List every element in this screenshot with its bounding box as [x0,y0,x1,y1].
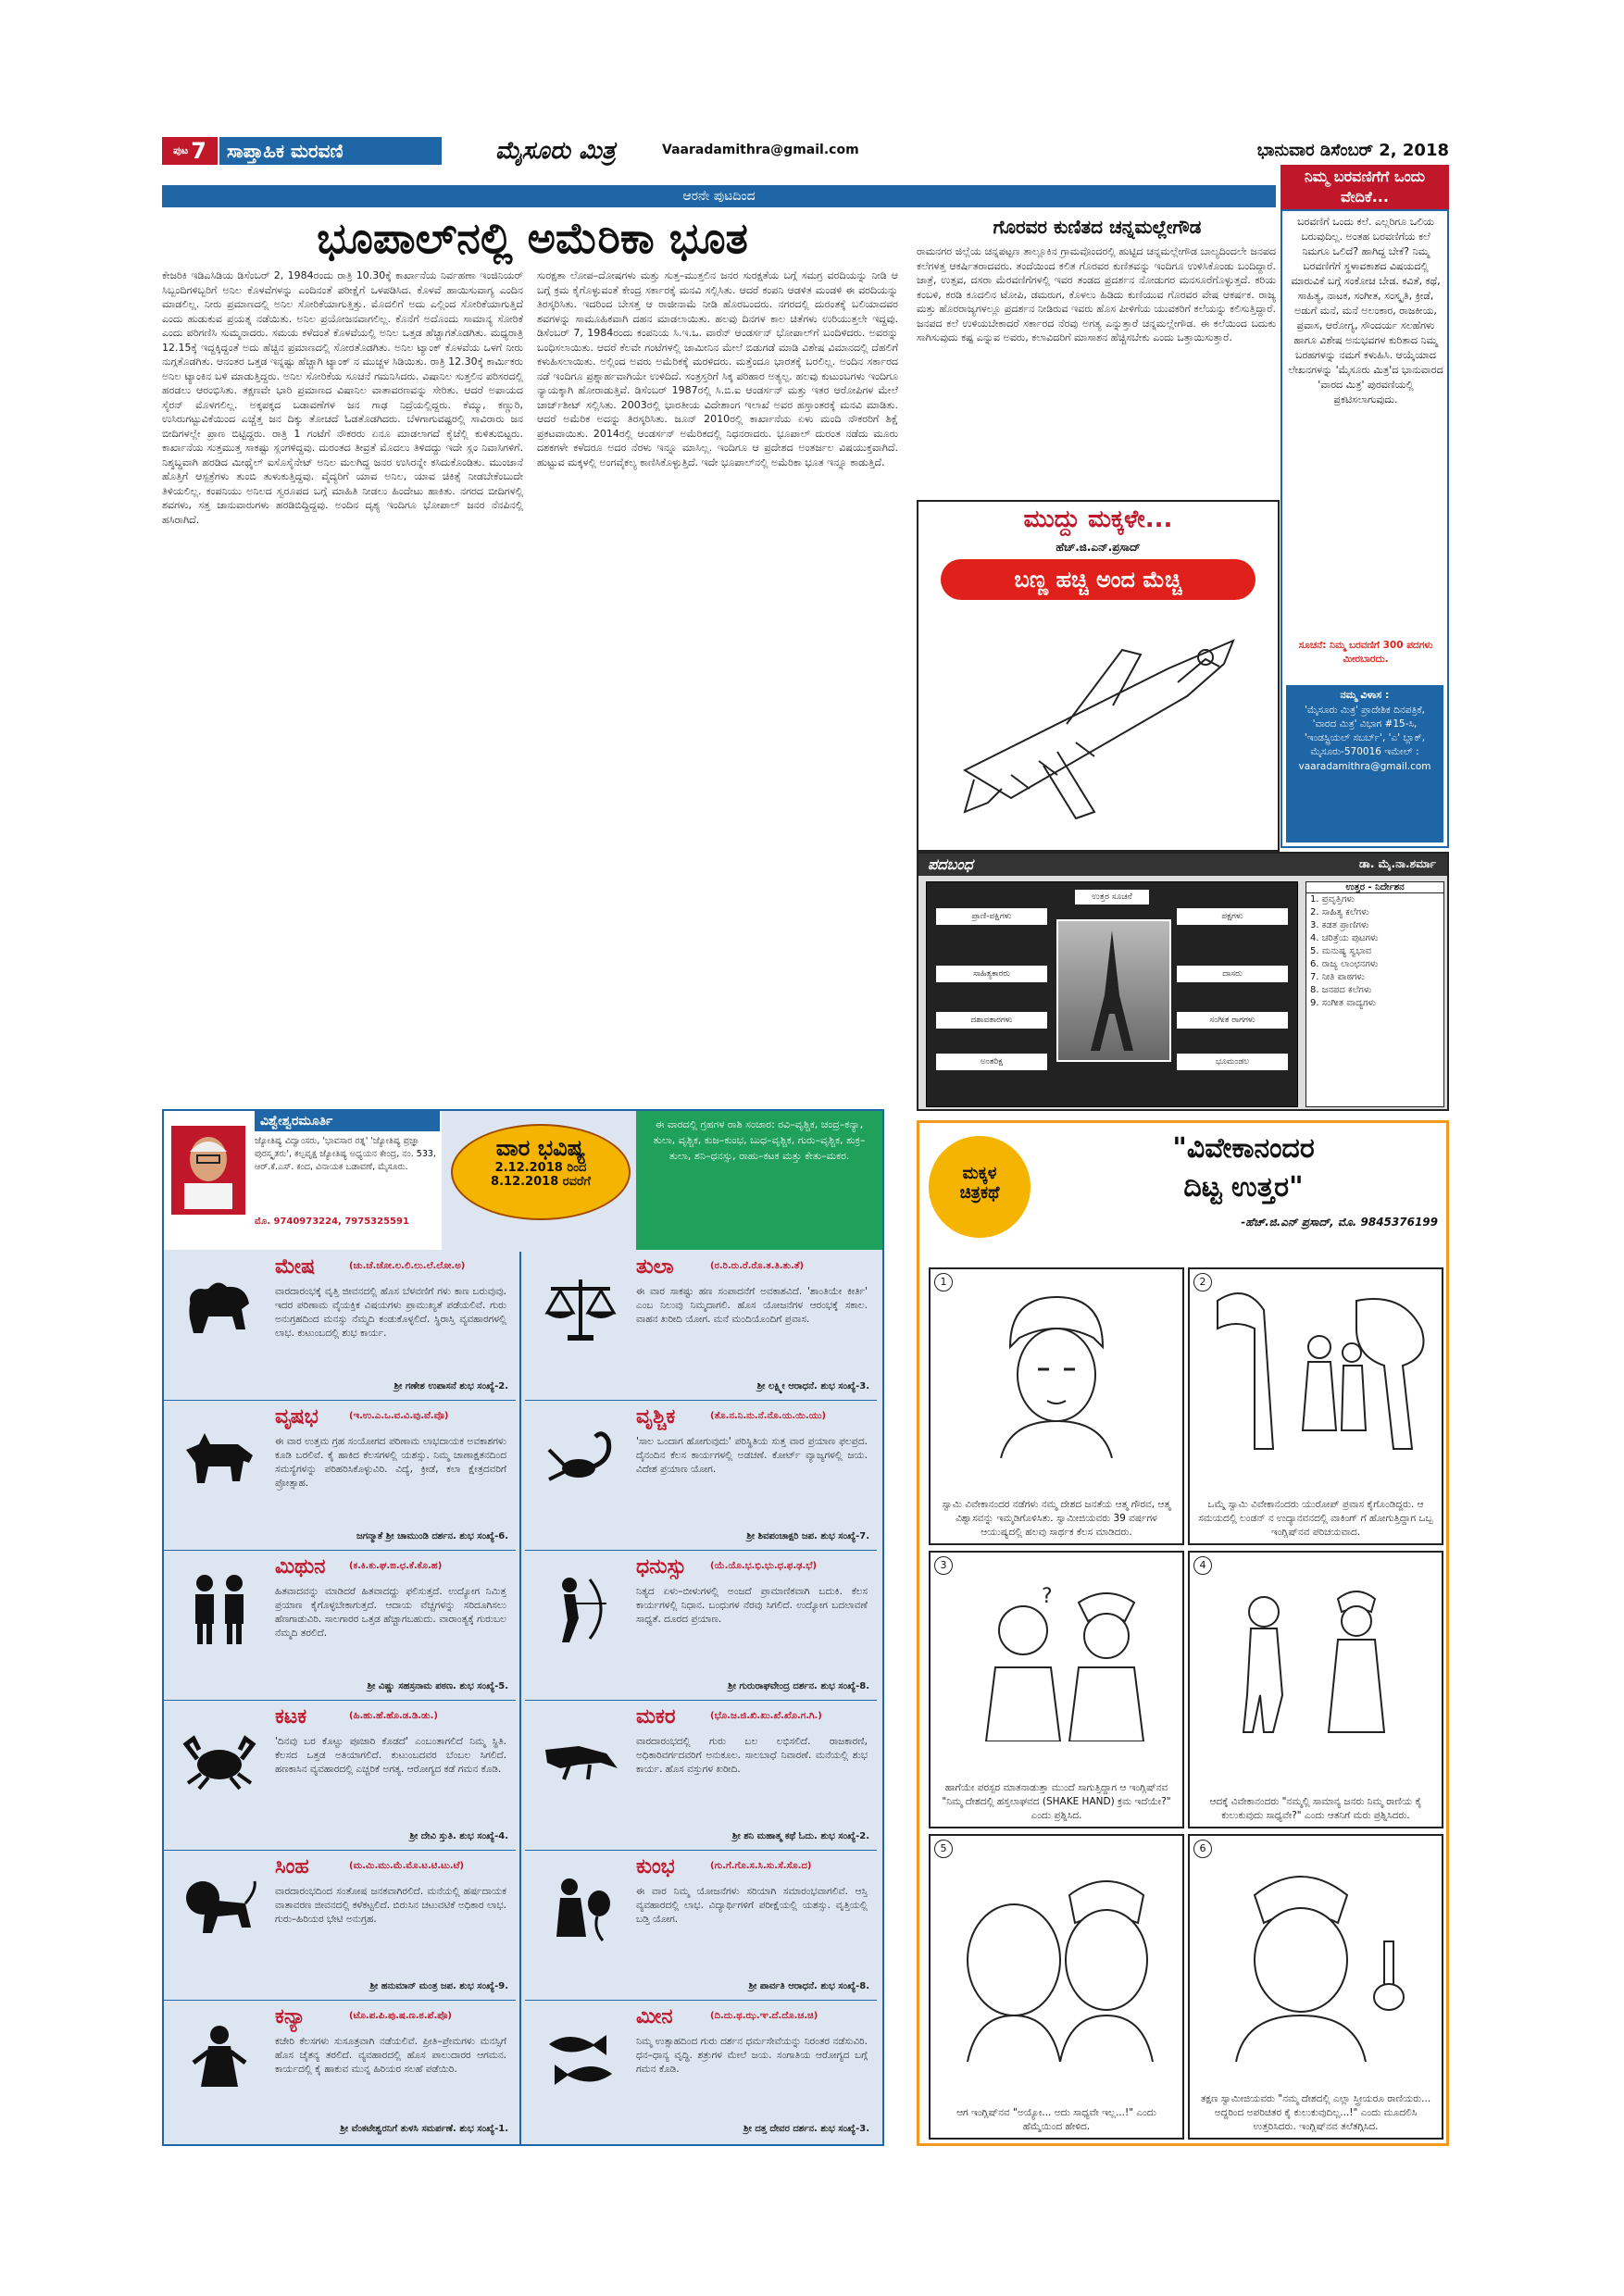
astrologer-box [164,1111,442,1250]
clue-9: 9. ಸಂಗೀತ ವಾದ್ಯಗಳು [1310,998,1377,1008]
clues-title: ಉತ್ತರ - ನಿರ್ದೇಶನ [1306,882,1443,893]
continued-label: ಆರನೇ ಪುಟದಿಂದ [682,189,756,204]
sign-letters: (ಚು.ಚೆ.ಚೋ.ಲ.ಲಿ.ಲು.ಲೆ.ಲೋ.ಅ) [349,1261,466,1271]
sign-text: ಈ ವಾರ ಉತ್ತಮ ಗ್ರಹ ಸಂಯೋಗದ ಪರಿಣಾಮ ಲಾಭದಾಯಕ ಅವಕಾಶಗಳು ಕೂಡಿ ಬರಲಿವೆ. ಕೈ ಹಾಕಿದ ಕೆಲಸಗಳಲ್ಲಿ ಯಶಸ್ಸು. ನಿಮ್ಮ ಚಾಣಾಕ್ಷತನದಿಂದ ಸಮಸ್ಯೆಗಳನ್ನು ಪರಿಹರಿಸಿಕೊಳ್ಳುವಿರಿ. ವಿದ್ಯೆ, ಕ್ರೀಡೆ, ಕಲಾ ಕ್ಷೇತ್ರದವರಿಗೆ ಪ್ರೋತ್ಸಾಹ. [275,1436,506,1489]
crossword-box-8: ಅಂತರಿಕ್ಷ [936,1054,1047,1070]
ram-icon [175,1265,264,1354]
crossword-box-5: ದಾಸರು [1177,966,1288,982]
sign-vrishchika [525,1402,877,1551]
crossword-box-6: ದಶಾವತಾರಗಳು [936,1012,1047,1029]
crossword-photo [1056,919,1171,1062]
gorava-title: ಗೊರವರ ಕುಣಿತದ ಚನ್ನಮಲ್ಲೇಗೌಡ [993,216,1202,238]
sign-letters: (ಟೊ.ಪ.ಪಿ.ಪು.ಷ.ಣ.ಠ.ಪೆ.ಪೊ) [349,2011,452,2021]
horoscope-date-from: 2.12.2018 ರಿಂದ [494,1161,587,1175]
sign-letters: (ಗು.ಗೆ.ಗೊ.ಸ.ಸಿ.ಸು.ಸೆ.ಸೊ.ದ) [710,1861,812,1871]
sign-remedy: ಶ್ರೀ ಪಾರ್ವತಿ ಆರಾಧನೆ. ಶುಭ ಸಂಖ್ಯೆ-8. [748,1981,869,1991]
side-box-body: ಬರವಣಿಗೆ ಒಂದು ಕಲೆ. ಎಲ್ಲರಿಗೂ ಒಲಿಯ ಬರುವುದಿಲ್ಲ. ಅಂತಹ ಬರವಣಿಗೆಯ ಕಲೆ ನಿಮಗೂ ಒಲಿದೆ? ಹಾಗಿದ್ದ ಬೇಕೆ? ನಿಮ್ಮ ಬರವಣಿಗೆಗೆ ಸ್ಥಳಾವಕಾಶದ ವಿಷಯದಲ್ಲಿ ಮಾರುವಿಕೆ ಬಗ್ಗೆ ಸಂಕೋಚ ಬೇಡ. ಕವಿತೆ, ಕಥೆ, ಸಾಹಿತ್ಯ, ನಾಟಕ, ಸಂಗೀತ, ಸಂಸ್ಕೃತಿ, ಕ್ರೀಡೆ, ಅಡುಗೆ ಮನೆ, ಮನೆ ಅಲಂಕಾರ, ರಾಜಕೀಯ, ಪ್ರವಾಸ, ಆರೋಗ್ಯ, ಸೌಂದರ್ಯ ಸಲಹೆಗಳು ಹಾಗೂ ವಿಶೇಷ ಅನುಭವಗಳ ಕುರಿತಾದ ನಿಮ್ಮ ಬರಹಗಳನ್ನು ನಮಗೆ ಕಳುಹಿಸಿ. ಆಯ್ಕೆಯಾದ ಲೇಖನಗಳನ್ನು 'ಮೈಸೂರು ಮಿತ್ರ'ದ ಭಾನುವಾರದ 'ವಾರದ ಮಿತ್ರ' ಪುರವಣಿಯಲ್ಲಿ ಪ್ರಕಟಿಸಲಾಗುವುದು. [1288,216,1443,406]
section-title: ಸಾಪ್ತಾಹಿಕ ಮರವಣಿ [219,137,442,165]
sign-text: ಈ ವಾರ ಸಾಕಷ್ಟು ಹಣ ಸಂಪಾದನೆಗೆ ಅವಕಾಶವಿದೆ. 'ಶಾಂತಿಯೇ ಕೀರ್ತಿ' ಎಂಬ ನಿಲುವು ನಿಮ್ಮದಾಗಲಿ. ಹೊಸ ಯೋಜನೆಗಳ ಆರಂಭಕ್ಕೆ ಸಕಾಲ. ವಾಹನ ಖರೀದಿ ಯೋಗ. ಮನೆ ಮಂದಿಯೊಂದಿಗೆ ಪ್ರವಾಸ. [636,1286,868,1325]
article-column-2: ಸುರಕ್ಷತಾ ಲೋಪ–ದೋಷಗಳು ಮತ್ತು ಸುತ್ತ–ಮುತ್ತಲಿನ ಜನರ ಸುರಕ್ಷತೆಯ ಬಗ್ಗೆ ಸಮಗ್ರ ವರದಿಯನ್ನು ನೀಡಿ ಆ ಬಗ್ಗೆ ಕ್ರಮ ಕೈಗೊಳ್ಳುವಂತೆ ಕೇಂದ್ರ ಸರ್ಕಾರಕ್ಕೆ ಮನವಿ ಸಲ್ಲಿಸಿತು. ಆದರೆ ಕಂಪನಿ ಆಡಳಿತ ಮಂಡಳಿ ಈ ವರದಿಯನ್ನು ತಿರಸ್ಕರಿಸಿತು. ಇದರಿಂದ ಬೇಸತ್ತ ಆ ರಾಜೀನಾಮೆ ನೀಡಿ ಹೊರಬಂದರು. ನಗರದಲ್ಲಿ ದುರಂತಕ್ಕೆ ಬಲಿಯಾದವರ ಶವಗಳನ್ನು ಸಾಮೂಹಿಕವಾಗಿ ದಹನ ಮಾಡಲಾಯಿತು. ಹಲವು ದಿನಗಳ ಕಾಲ ಚಿತೆಗಳು ಉರಿಯುತ್ತಲೇ ಇದ್ದವು. ಡಿಸೆಂಬರ್ 7, 1984ರಂದು ಕಂಪನಿಯ ಸಿ.ಇ.ಒ. ವಾರೆನ್ ಆಂಡರ್ಸನ್ ಭೋಪಾಲ್‌ಗೆ ಬಂದಿಳಿದರು. ಅವರನ್ನು ಬಂಧಿಸಲಾಯಿತು. ಆದರೆ ಕೆಲವೇ ಗಂಟೆಗಳಲ್ಲಿ ಜಾಮೀನಿನ ಮೇಲೆ ಬಿಡುಗಡೆ ಮಾಡಿ ವಿಶೇಷ ವಿಮಾನದಲ್ಲಿ ದೆಹಲಿಗೆ ಕಳುಹಿಸಲಾಯಿತು. ಅಲ್ಲಿಂದ ಅವರು ಅಮೆರಿಕಕ್ಕೆ ಮರಳಿದರು. ಮತ್ತೆಂದೂ ಭಾರತಕ್ಕೆ ಬರಲಿಲ್ಲ. ಅಂದಿನ ಸರ್ಕಾರದ ನಡೆ ಇಂದಿಗೂ ಪ್ರಶ್ನಾರ್ಹವಾಗಿಯೇ ಉಳಿದಿದೆ. ಸಂತ್ರಸ್ತರಿಗೆ ಸಿಕ್ಕ ಪರಿಹಾರ ಅತ್ಯಲ್ಪ. ಹಲವು ಕುಟುಂಬಗಳು ಇಂದಿಗೂ ನ್ಯಾಯಕ್ಕಾಗಿ ಹೋರಾಡುತ್ತಿವೆ. ಡಿಸೆಂಬರ್ 1987ರಲ್ಲಿ ಸಿ.ಬಿ.ಐ ಆಂಡರ್ಸನ್ ಮತ್ತು ಇತರ ಆರೋಪಿಗಳ ಮೇಲೆ ಚಾರ್ಜ್‌ಶೀಟ್ ಸಲ್ಲಿಸಿತು. 2003ರಲ್ಲಿ ಭಾರತೀಯ ವಿದೇಶಾಂಗ ಇಲಾಖೆ ಅವರ ಹಸ್ತಾಂತರಕ್ಕೆ ಮನವಿ ಮಾಡಿತು. ಆದರೆ ಅಮೆರಿಕ ಅದನ್ನು ತಿರಸ್ಕರಿಸಿತು. ಜೂನ್ 2010ರಲ್ಲಿ ಕಾರ್ಖಾನೆಯ ಏಳು ಮಂದಿ ನೌಕರರಿಗೆ ಶಿಕ್ಷೆ ಪ್ರಕಟವಾಯಿತು. 2014ರಲ್ಲಿ ಆಂಡರ್ಸನ್ ಅಮೆರಿಕದಲ್ಲಿ ನಿಧನರಾದರು. ಭೂಪಾಲ್ ದುರಂತ ನಡೆದು ಮೂರು ದಶಕಗಳೇ ಕಳೆದರೂ ಅದರ ನೆರಳು ಇನ್ನೂ ಮಾಸಿಲ್ಲ. ಇಂದಿಗೂ ಆ ಪ್ರದೇಶದ ಅಂತರ್ಜಲ ವಿಷಯುಕ್ತವಾಗಿದೆ. ಹುಟ್ಟುವ ಮಕ್ಕಳಲ್ಲಿ ಅಂಗವೈಕಲ್ಯ ಕಾಣಿಸಿಕೊಳ್ಳುತ್ತಿದೆ. ಇದೇ ಭೂಪಾಲ್‌ನಲ್ಲಿ ಅಮೆರಿಕಾ ಭೂತ ಇನ್ನೂ ಕಾಡುತ್ತಿದೆ. [537,269,898,468]
sign-letters: (ಹಿ.ಹು.ಹೆ.ಹೊ.ಡ.ಡಿ.ಡು.) [349,1711,438,1721]
scales-icon [536,1265,625,1354]
vivekananda-answering-icon [1199,1858,1432,2062]
horoscope-date-to: 8.12.2018 ರವರೆಗೆ [491,1175,591,1189]
astrologer-phone: ಮೊ. 9740973224, 7975325591 [255,1217,409,1227]
twins-icon [175,1565,264,1653]
clue-8: 8. ಜನಪದ ಕಲೆಗಳು [1310,985,1372,995]
comic-panel-5 [929,1834,1184,2140]
comic-author: -ಹೆಚ್.ಜಿ.ಎನ್ ಪ್ರಸಾದ್, ಮೊ. 9845376199 [1241,1216,1438,1229]
panel-number: 1 [934,1273,953,1292]
sign-title: ತುಲಾ [636,1255,674,1279]
sign-title: ವೃಷಭ [275,1405,319,1429]
panel-number: 6 [1193,1840,1212,1858]
comic-title-line2: ದಿಟ್ಟ ಉತ್ತರ" [1183,1171,1304,1204]
panel-caption: ಸ್ವಾಮಿ ವಿವೇಕಾನಂದರ ನಡೆಗಳು ನಮ್ಮ ದೇಶದ ಜನತೆಯ ಆತ್ಮ ಗೌರವ, ಆತ್ಮ ವಿಶ್ವಾಸವನ್ನು ಇಮ್ಮಡಿಗೊಳಿಸಿತು. ಸ್ವಾಮೀಜಿಯವರು 39 ವರ್ಷಗಳ ಆಯುಷ್ಯದಲ್ಲಿ ಹಲವು ಸಾರ್ಥಕ ಕೆಲಸ ಮಾಡಿದರು. [942,1499,1171,1538]
panel-caption: ಹಾಗೆಯೇ ಪರಸ್ಪರ ಮಾತನಾಡುತ್ತಾ ಮುಂದೆ ಸಾಗುತ್ತಿದ್ದಾಗ ಆ ಇಂಗ್ಲಿಷ್‌ನವ "ನಿಮ್ಮ ದೇಶದಲ್ಲಿ ಹಸ್ತಲಾಘವದ (SHAKE HAND) ಕ್ರಮ ಇದೆಯೇ?" ಎಂದು ಪ್ರಶ್ನಿಸಿದ. [942,1782,1171,1821]
sign-mithuna [164,1552,516,1701]
clue-1: 1. ಪ್ರವೃತ್ತಿಗಳು [1310,894,1355,905]
clue-7: 7. ನೀತಿ ಪಾಠಗಳು [1310,972,1365,982]
sign-title: ಕಟಕ [275,1705,307,1728]
crossword-clues [1305,881,1444,1107]
comic-panel-4 [1188,1551,1443,1828]
panel-caption: ಆದಕ್ಕೆ ವಿವೇಕಾನಂದರು "ನಮ್ಮಲ್ಲಿ ಸಾಮಾನ್ಯ ಜನರು ನಿಮ್ಮ ರಾಣಿಯ ಕೈ ಕುಲುಕುವುದು ಸಾಧ್ಯವೇ?" ಎಂದು ಆತನಿಗೆ ಮರು ಪ್ರಶ್ನಿಸಿದರು. [1209,1796,1422,1821]
address-box [1286,685,1443,842]
header-date: ಭಾನುವಾರ ಡಿಸೆಂಬರ್ 2, 2018 [1256,141,1449,160]
continued-strip [162,185,1276,207]
side-box [1280,209,1449,848]
sign-text: ನಿತ್ಯದ ಏಳು–ಬೀಳುಗಳಲ್ಲಿ ಅಂಜದೆ ಪ್ರಾಮಾಣಿಕವಾಗಿ ಬದುಕಿ. ಕೆಲಸ ಕಾರ್ಯಗಳಲ್ಲಿ ನಿಧಾನ. ಬಂಧುಗಳ ನೆರವು ಸಿಗಲಿದೆ. ಉದ್ಯೋಗ ಬದಲಾವಣೆ ಸಾಧ್ಯತೆ. ದೂರದ ಪ್ರಯಾಣ. [636,1586,868,1625]
sign-title: ಸಿಂಹ [275,1855,309,1878]
bull-icon [175,1415,264,1504]
clue-2: 2. ಸಾಹಿತ್ಯ ಕಲೆಗಳು [1310,907,1369,917]
horoscope-right-column [525,1252,882,2144]
main-headline: ಭೂಪಾಲ್‌ನಲ್ಲಿ ಅಮೆರಿಕಾ ಭೂತ [317,213,748,263]
address-email[interactable]: vaaradamithra@gmail.com [1298,761,1431,772]
sign-title: ಮಕರ [636,1705,676,1728]
horoscope-section [162,1109,884,2146]
sign-title: ಕುಂಭ [636,1855,675,1878]
sign-remedy: ಜಗನ್ಮಾತೆ ಶ್ರೀ ಚಾಮುಂಡಿ ದರ್ಶನ. ಶುಭ ಸಂಖ್ಯೆ-6. [356,1531,508,1541]
side-box-title [1280,165,1449,209]
crossword-box-7: ಸಂಗೀತ ರಾಗಗಳು [1177,1012,1288,1029]
sign-kataka [164,1702,516,1851]
comic-panel-2 [1188,1267,1443,1545]
sign-title: ಮೀನ [636,2005,673,2028]
sign-remedy: ಶ್ರೀ ಗಣೇಶ ಉಪಾಸನೆ ಶುಭ ಸಂಖ್ಯೆ-2. [394,1381,508,1391]
comic-panel-3 [929,1551,1184,1828]
maiden-icon [175,2015,264,2103]
side-box-title-text: ನಿಮ್ಮ ಬರವಣಿಗೆಗೆ ಒಂದು ವೇದಿಕೆ... [1304,168,1426,206]
walking-pair-icon [1199,1575,1432,1741]
coloring-subtitle-badge [941,559,1255,600]
sign-title: ಕನ್ಯಾ [275,2005,306,2028]
astrologer-name: ವಿಶ್ವೇಶ್ವರಮೂರ್ತಿ [255,1111,440,1131]
sign-letters: (ತೊ.ನ.ನಿ.ನು.ನೆ.ನೊ.ಯ.ಯಿ.ಯು) [710,1411,827,1421]
svg-text:?: ? [1042,1585,1053,1608]
coloring-box [917,500,1280,852]
article-column-3: ರಾಮನಗರ ಜಿಲ್ಲೆಯ ಚನ್ನಪಟ್ಟಣ ತಾಲ್ಲೂಕಿನ ಗ್ರಾಮವೊಂದರಲ್ಲಿ ಹುಟ್ಟಿದ ಚನ್ನಮಲ್ಲೇಗೌಡ ಬಾಲ್ಯದಿಂದಲೇ ಜನಪದ ಕಲೆಗಳತ್ತ ಆಕರ್ಷಿತರಾದವರು. ತಂದೆಯಿಂದ ಕಲಿತ ಗೊರವರ ಕುಣಿತವನ್ನು ಇಂದಿಗೂ ಉಳಿಸಿಕೊಂಡು ಬಂದಿದ್ದಾರೆ. ಜಾತ್ರೆ, ಉತ್ಸವ, ದಸರಾ ಮೆರವಣಿಗೆಗಳಲ್ಲಿ ಇವರ ತಂಡದ ಪ್ರದರ್ಶನ ನೋಡುಗರ ಮನಸೂರೆಗೊಳ್ಳುತ್ತದೆ. ಕರಿಯ ಕಂಬಳಿ, ಕರಡಿ ಕೂದಲಿನ ಟೋಪಿ, ಡಮರುಗ, ಕೊಳಲು ಹಿಡಿದು ಕುಣಿಯುವ ಗೊರವರ ವೇಷ ಆಕರ್ಷಕ. ರಾಜ್ಯ ಮತ್ತು ಹೊರರಾಜ್ಯಗಳಲ್ಲೂ ಪ್ರದರ್ಶನ ನೀಡಿರುವ ಇವರು ಹೊಸ ಪೀಳಿಗೆಯ ಯುವಕರಿಗೆ ಕಲೆಯನ್ನು ಕಲಿಸುತ್ತಿದ್ದಾರೆ. ಜನಪದ ಕಲೆ ಉಳಿಯಬೇಕಾದರೆ ಸರ್ಕಾರದ ನೆರವು ಅಗತ್ಯ ಎನ್ನುತ್ತಾರೆ ಚನ್ನಮಲ್ಲೇಗೌಡ. ಈ ಕಲೆಯಿಂದ ಬದುಕು ಸಾಗಿಸುವುದು ಕಷ್ಟ ಎನ್ನುವ ಅವರು, ಕಲಾವಿದರಿಗೆ ಮಾಸಾಶನ ಹೆಚ್ಚಿಸಬೇಕು ಎಂದು ಒತ್ತಾಯಿಸುತ್ತಾರೆ. [917,245,1276,343]
crossword-box-9: ಭೂಮಂಡಲ [1177,1054,1288,1070]
sign-remedy: ಶ್ರೀ ಶಿವಪಂಚಾಕ್ಷರಿ ಜಪ. ಶುಭ ಸಂಖ್ಯೆ-7. [746,1531,869,1541]
planet-positions: ಈ ವಾರದಲ್ಲಿ ಗ್ರಹಗಳ ರಾಶಿ ಸಂಚಾರ: ರವಿ–ವೃಶ್ಚಿಕ, ಚಂದ್ರ–ಕನ್ಯಾ, ತುಲಾ, ವೃಶ್ಚಿಕ, ಕುಜ–ಕುಂಭ, ಬುಧ–ವೃಶ್ಚಿಕ, ಗುರು–ವೃಶ್ಚಿಕ, ಶುಕ್ರ–ತುಲಾ, ಶನಿ–ಧನಸ್ಸು, ರಾಹು–ಕಟಕ ಮತ್ತು ಕೇತು–ಮಕರ. [636,1111,882,1250]
article-column-1: ಕೇಜರಿಕಿ ಇಡಿಎಸಿಡಿಯ ಡಿಸೆಂಬರ್ 2, 1984ರಂದು ರಾತ್ರಿ 10.30ಕ್ಕೆ ಕಾರ್ಖಾನೆಯ ನಿರ್ವಹಣಾ ಇಂಜಿನಿಯರ್ ಸಿಬ್ಬಂದಿಗಳಿಬ್ಬರಿಗೆ ಅನಿಲ ಕೊಳವೆಗಳನ್ನು ಎಂದಿನಂತೆ ಪರೀಕ್ಷೆಗೆ ಒಳಪಡಿಸಿದ. ಕೊಳವೆ ಹಾಯಿಸುವಾಗ್ಯ ಎಂದಿನ ಮಾಡಲಿಲ್ಲ. ನೀರು ಪ್ರಮಾಣದಲ್ಲಿ ಅನಿಲ ಸೋರಿಕೆಯಾಗುತ್ತಿತ್ತು. ಮೊದಲಿಗೆ ಅದು ಎಲ್ಲಿಂದ ಸೋರಿಕೆಯಾಗುತ್ತಿದೆ ಎಂದು ಹುಡುಕುವ ಪ್ರಯತ್ನ ನಡೆಯಿತು. ಅನಿಲ ಪ್ರಯೋಜನವಾಗಲಿಲ್ಲ. ಕೊನೆಗೆ ಅದೊಂದು ಸಾಮಾನ್ಯ ಸೋರಿಕೆ ಎಂದು ಪರಿಗಣಿಸಿ ಸುಮ್ಮನಾದರು. ಸಮಯ ಕಳೆದಂತೆ ಕೊಳವೆಯಲ್ಲಿ ಅನಿಲ ಒತ್ತಡ ಹೆಚ್ಚಾಗತೊಡಗಿತು. ಮಧ್ಯರಾತ್ರಿ 12.15ಕ್ಕೆ ಇದ್ದಕ್ಕಿದ್ದಂತೆ ಅದು ಹೆಚ್ಚಿನ ಪ್ರಮಾಣದಲ್ಲಿ ಸೋರತೊಡಗಿತು. ಅನಿಲ ಟ್ಯಾಂಕ್ ಕೊಳವೆಯ ಒಳಗೆ ನೀರು ನುಗ್ಗತೊಡಗಿತು. ಆನಂತರ ಒತ್ತಡ ಇನ್ನಷ್ಟು ಹೆಚ್ಚಾಗಿ ಟ್ಯಾಂಕ್ ನ ಮುಚ್ಚಳ ಸಿಡಿಯಿತು. ರಾತ್ರಿ 12.30ಕ್ಕೆ ಕಾರ್ಮಿಕರು ಅನಿಲ ಟ್ಯಾಂಕಿನ ಬಳಿ ಮಾಡುತ್ತಿದ್ದರು. ಅನಿಲ ಸೋರಿಕೆಯ ಸೂಚನೆ ಗಮನಿಸಿದರು. ವಿಷಾನಿಲ ಸುತ್ತಲಿನ ಪರಿಸರದಲ್ಲಿ ಹರಡಲು ಆರಂಭಿಸಿತು. ತಕ್ಷಣವೇ ಭಾರಿ ಪ್ರಮಾಣದ ವಿಷಾನಿಲ ವಾತಾವರಣವನ್ನು ಸೇರಿತು. ಆದರೆ ಅಪಾಯದ ಸೈರನ್ ಮೊಳಗಲಿಲ್ಲ. ಅಕ್ಕಪಕ್ಕದ ಬಡಾವಣೆಗಳ ಜನ ಗಾಢ ನಿದ್ರೆಯಲ್ಲಿದ್ದರು. ಕೆಮ್ಮು, ಕಣ್ಣುರಿ, ಉಸಿರುಗಟ್ಟುವಿಕೆಯಿಂದ ಎಚ್ಚೆತ್ತ ಜನ ದಿಕ್ಕು ತೋಚದೆ ಓಡತೊಡಗಿದರು. ಬೆಳಗಾಗುವಷ್ಟರಲ್ಲಿ ಸಾವಿರಾರು ಜನ ಬೀದಿಗಳಲ್ಲೇ ಪ್ರಾಣ ಬಿಟ್ಟಿದ್ದರು. ರಾತ್ರಿ 1 ಗಂಟೆಗೆ ನೌಕರರು ಏನೂ ಮಾಡಲಾಗದೆ ಕೈಚೆಲ್ಲಿ ಕುಳಿತುಬಿಟ್ಟರು. ಕಾರ್ಖಾನೆಯ ಸುತ್ತಮುತ್ತ ಸಾಕಷ್ಟು ಸ್ಲಂಗಳಿದ್ದವು. ದುರಂತದ ತೀವ್ರತೆ ಮೊದಲು ತಿಳಿದದ್ದು ಇದೇ ಸ್ಲಂ ನಿವಾಸಿಗಳಿಗೆ. ನಿಶ್ಶಬ್ದವಾಗಿ ಹರಡಿದ ಮೀಥೈಲ್ ಐಸೊಸೈನೇಟ್ ಅನಿಲ ಮಲಗಿದ್ದ ಜನರ ಉಸಿರನ್ನೇ ಕಸಿದುಕೊಂಡಿತು. ಮುಂಜಾನೆ ಹೊತ್ತಿಗೆ ಆಸ್ಪತ್ರೆಗಳು ತುಂಬಿ ತುಳುಕುತ್ತಿದ್ದವು. ವೈದ್ಯರಿಗೆ ಯಾವ ಅನಿಲ, ಯಾವ ಚಿಕಿತ್ಸೆ ನೀಡಬೇಕೆಂಬುದೇ ತಿಳಿಯಲಿಲ್ಲ. ಕಂಪನಿಯು ಅನಿಲದ ಸ್ವರೂಪದ ಬಗ್ಗೆ ಮಾಹಿತಿ ನೀಡಲು ಹಿಂದೇಟು ಹಾಕಿತು. ನಗರದ ಬೀದಿಗಳಲ್ಲಿ ಶವಗಳು, ಸತ್ತ ಜಾನುವಾರುಗಳು ಹರಡಿಬಿದ್ದಿದ್ದವು. ಅಂದಿನ ದೃಶ್ಯ ಇಂದಿಗೂ ಭೋಪಾಲ್ ಜನರ ನೆನಪಿನಲ್ಲಿ ಹಸಿರಾಗಿದೆ. [162,269,523,526]
sign-text: ಹಿತವಾದವನ್ನು ಮಾಡಿದರೆ ಹಿತವಾದದ್ದು ಫಲಿಸುತ್ತದೆ. ಉದ್ಯೋಗ ನಿಮಿತ್ತ ಪ್ರಯಾಣ ಕೈಗೊಳ್ಳಬೇಕಾಗುತ್ತದೆ. ಆದಾಯ ವೆಚ್ಚಗಳನ್ನು ಸರಿದೂಗಿಸಲು ಹೆಣಗಾಡುವಿರಿ. ಸಾಲಗಾರರ ಒತ್ತಡ ಹೆಚ್ಚಾಗಬಹುದು. ವಾರಾಂತ್ಯಕ್ಕೆ ಗುರುಬಲ ನೆಮ್ಮದಿ ತರಲಿದೆ. [275,1586,506,1639]
sign-remedy: ಶ್ರೀ ದೇವಿ ಸ್ತುತಿ. ಶುಭ ಸಂಖ್ಯೆ-4. [409,1831,508,1841]
crossword-panel [917,852,1449,1111]
side-box-note: ಸೂಚನೆ: ನಿಮ್ಮ ಬರವಣಿಗೆ 300 ಪದಗಳು ಮೀರಬಾರದು. [1298,640,1433,665]
panel-caption: ತಕ್ಷಣ ಸ್ವಾಮೀಜಿಯವರು "ನಮ್ಮ ದೇಶದಲ್ಲಿ ಎಲ್ಲಾ ಸ್ತ್ರೀಯರೂ ರಾಣಿಯರು... ಅದ್ದರಿಂದ ಅಪರಿಚಿತರ ಕೈ ಕುಲುಕುವುದಿಲ್ಲ...!" ಎಂದು ಮೂದಲಿಸಿ ಉತ್ತರಿಸಿದರು. ಇಂಗ್ಲಿಷ್‌ನವ ತಲೆತಗ್ಗಿಸಿದ. [1200,2093,1431,2132]
sign-tula [525,1252,877,1401]
address-title: ನಮ್ಮ ವಿಳಾಸ : [1340,689,1390,701]
panel-number: 3 [934,1556,953,1575]
crossword-box-3: ಪಕ್ಷಗಳು [1177,908,1288,925]
horoscope-divider [519,1252,521,2144]
sign-letters: (ಕ.ಕಿ.ಕು.ಘ.ಙ.ಛ.ಕೆ.ಕೊ.ಹ) [349,1561,443,1571]
sign-mesha [164,1252,516,1401]
comic-panel-1 [929,1267,1184,1545]
sign-text: ವಾರದಾರಂಭಕ್ಕೆ ವೃತ್ತಿ ಜೀವನದಲ್ಲಿ ಹೊಸ ಬೆಳವಣಿಗೆ ಗಳು ಕಾಣ ಬರುವುವು. ಇದರ ಪರಿಣಾಮ ವೈಯಕ್ತಿಕ ವಿಷಯಗಳು ಪ್ರಾಮುಖ್ಯತೆ ಪಡೆಯಲಿವೆ. ಗುರು ಅನುಗ್ರಹದಿಂದ ಮನಸ್ಸು ನೆಮ್ಮದಿ ಕಂಡುಕೊಳ್ಳಲಿದೆ. ಸ್ಥಿರಾಸ್ತಿ ವ್ಯವಹಾರಗಳಲ್ಲಿ ಲಾಭ. ಕುಟುಂಬದಲ್ಲಿ ಶುಭ ಕಾರ್ಯ. [275,1286,506,1339]
horoscope-title-badge [451,1124,631,1220]
coloring-title: ಮುದ್ದು ಮಕ್ಕಳೇ... [1023,505,1173,533]
park-walk-scene-icon [1199,1292,1432,1458]
archer-icon [536,1565,625,1653]
panel-number: 2 [1193,1273,1212,1292]
sign-remedy: ಶ್ರೀ ವೆಂಕಟೇಶ್ವರನಿಗೆ ತುಳಸಿ ಸಮರ್ಪಣೆ. ಶುಭ ಸಂಖ್ಯೆ-1. [340,2124,508,2134]
sign-remedy: ಶ್ರೀ ಹನುಮಾನ್ ಮಂತ್ರ ಜಪ. ಶುಭ ಸಂಖ್ಯೆ-9. [369,1981,508,1991]
sign-letters: (ಇ.ಉ.ಎ.ಒ.ವ.ವಿ.ವು.ವೆ.ವೊ) [349,1411,449,1421]
coloring-subtitle: ಬಣ್ಣ ಹಚ್ಚಿ ಅಂದ ಮೆಚ್ಚಿ [1014,567,1182,593]
panel-caption: ಒಮ್ಮೆ ಸ್ವಾಮಿ ವಿವೇಕಾನಂದರು ಯುರೋಪ್ ಪ್ರವಾಸ ಕೈಗೊಂಡಿದ್ದರು. ಆ ಸಮಯದಲ್ಲಿ ಲಂಡನ್ ನ ಉದ್ಯಾನವನದಲ್ಲಿ ವಾಕಿಂಗ್ ಗೆ ಹೋಗುತ್ತಿದ್ದಾಗ ಒಬ್ಬ ಇಂಗ್ಲಿಷ್‌ನವ ಪರಿಚಯವಾದ. [1198,1499,1433,1538]
comic-label-line2: ಚಿತ್ರಕಥೆ [959,1183,1000,1203]
crossword-grid [926,881,1298,1107]
sign-title: ಮಿಥುನ [275,1555,326,1578]
sign-remedy: ಶ್ರೀ ಗುರುರಾಘವೇಂದ್ರ ದರ್ಶನ. ಶುಭ ಸಂಖ್ಯೆ-8. [728,1681,869,1691]
panel-caption: ಆಗ ಇಂಗ್ಲಿಷ್‌ನವ "ಅಯ್ಯೋ... ಅದು ಸಾಧ್ಯವೇ ಇಲ್ಲ...!" ಎಂದು ಹೆಮ್ಮೆಯಿಂದ ಹೇಳಿದ. [956,2107,1156,2132]
sign-text: ಈ ವಾರ ನಿಮ್ಮ ಯೋಜನೆಗಳು ಸರಿಯಾಗಿ ಸಮಾರಂಭವಾಗಲಿವೆ. ಆಸ್ತಿ ವ್ಯವಹಾರದಲ್ಲಿ ಲಾಭ. ವಿದ್ಯಾರ್ಥಿಗಳಿಗೆ ಪರೀಕ್ಷೆಯಲ್ಲಿ ಯಶಸ್ಸು. ವೃತ್ತಿಯಲ್ಲಿ ಬಡ್ತಿ ಯೋಗ. [636,1886,868,1925]
page-number: 7 [191,138,206,164]
address-text: 'ಮೈಸೂರು ಮಿತ್ರ' ಪ್ರಾದೇಶಿಕ ದಿನಪತ್ರಿಕೆ, 'ವಾರದ ಮಿತ್ರ' ವಿಭಾಗ #15-ಸಿ, 'ಇಂಡಸ್ಟ್ರಿಯಲ್ ಸಬರ್ಬ್', 'ಎ' ಬ್ಲಾಕ್, ಮೈಸೂರು-570016 ಇಮೇಲ್ : [1304,705,1426,757]
crossword-box-2: ಸಾಹಿತ್ಯಕಾರರು [936,966,1047,982]
sign-letters: (ಮ.ಮಿ.ಮು.ಮೆ.ಮೊ.ಟ.ಟಿ.ಟು.ಟೆ) [349,1861,465,1871]
sign-remedy: ಶ್ರೀ ವಿಷ್ಣು ಸಹಸ್ರನಾಮ ಪಠಣ. ಶುಭ ಸಂಖ್ಯೆ-5. [367,1681,508,1691]
sign-letters: (ರ.ರಿ.ರು.ರೆ.ರೊ.ತ.ತಿ.ತು.ತೆ) [710,1261,805,1271]
sign-kanya [164,2002,516,2140]
sign-simha [164,1852,516,2001]
page-label: ಪುಟ [173,144,189,156]
comic-title-line1: "ವಿವೇಕಾನಂದರ [1172,1132,1315,1165]
astrologer-info: ಜ್ಯೋತಿಷ್ಯ ವಿದ್ವಾಂಸರು, 'ಭಾವಸಾರ ರತ್ನ' 'ಜ್ಯೋತಿಷ್ಯ ಪ್ರಜ್ಞಾ ಪುರಸ್ಕೃತರು', ಕಲ್ಪವೃಕ್ಷ ಜ್ಯೋತಿಷ್ಯ ಅಧ್ಯಯನ ಕೇಂದ್ರ, ನಂ. 533, ಆರ್.ಕೆ.ಎಸ್. ಕಂದ, ವಿನಾಯಕ ಬಡಾವಣೆ, ಮೈಸೂರು. [255,1136,436,1172]
sign-text: ವಾರದಾರಂಭದಿಂದ ಸಂತೋಷ ಜನಕವಾಗಿರಲಿದೆ. ಮನೆಯಲ್ಲಿ ಹರ್ಷದಾಯಕ ವಾತಾವರಣ ಜೀವನದಲ್ಲಿ ಕಳೆಕಟ್ಟಲಿದೆ. ಬಿರುಸಿನ ಚಟುವಟಿಕೆ ಅಧಿಕಾರ ಲಾಭ. ಗುರು–ಹಿರಿಯರ ಭೇಟಿ ಅನುಗ್ರಹ. [275,1886,506,1925]
water-bearer-icon [536,1865,625,1953]
sign-kumbha [525,1852,877,2001]
comic-label-line1: ಮಕ್ಕಳ [962,1164,997,1183]
crossword-box-1: ಪ್ರಾಣಿ-ಪಕ್ಷಿಗಳು [936,908,1047,925]
astrologer-photo [171,1126,245,1215]
sign-remedy: ಶ್ರೀ ಶನಿ ಮಹಾತ್ಮ ಕಥೆ ಓದು. ಶುಭ ಸಂಖ್ಯೆ-2. [731,1831,869,1841]
crossword-author: ಡಾ. ಮೈ.ನಾ.ಶರ್ಮಾ [1359,857,1436,870]
crocodile-icon [536,1715,625,1803]
crab-icon [175,1715,264,1803]
scorpion-icon [536,1415,625,1504]
comic-panel-6 [1188,1834,1443,2140]
sign-makara [525,1702,877,1851]
header-email: Vaaradamithra@gmail.com [662,143,859,157]
comic-section [917,1120,1449,2146]
horoscope-title: ವಾರ ಭವಿಷ್ಯ [495,1135,586,1161]
eiffel-tower-icon [1058,921,1166,1056]
masthead: ಮೈಸೂರು ಮಿತ್ರ [495,137,616,165]
clue-3: 3. ಕಡತ ಪ್ರಾಣಿಗಳು [1310,920,1369,930]
sign-remedy: ಶ್ರೀ ದತ್ತ ದೇವರ ದರ್ಶನ. ಶುಭ ಸಂಖ್ಯೆ-3. [743,2124,869,2134]
sign-title: ಧನುಸ್ಸು [636,1555,687,1578]
sign-meena [525,2002,877,2140]
clue-5: 5. ಮನುಷ್ಯ ಸ್ವಭಾವ [1310,946,1372,956]
coloring-author: ಹೆಚ್.ಜಿ.ಎನ್.ಪ್ರಸಾದ್ [1056,541,1141,554]
clue-4: 4. ಚರಿತ್ರೆಯ ಪುಟಗಳು [1310,933,1379,943]
clue-6: 6. ರಾಜ್ಯ ಲಾಂಛನಗಳು [1310,959,1379,969]
sign-remedy: ಶ್ರೀ ಲಕ್ಷ್ಮೀ ಆರಾಧನೆ. ಶುಭ ಸಂಖ್ಯೆ-3. [756,1381,869,1391]
sign-letters: (ಭೊ.ಜ.ಜಿ.ಖಿ.ಖು.ಖೆ.ಖೊ.ಗ.ಗಿ.) [710,1711,822,1721]
comic-label [929,1136,1031,1238]
sign-vrishabha [164,1402,516,1551]
sign-text: ನಿಮ್ಮ ಉತ್ಸಾಹದಿಂದ ಗುರು ದರ್ಶನ ಧರ್ಮಸೇವೆಯನ್ನು ನಿರಂತರ ನಡೆಸುವಿರಿ. ಧನ–ಧಾನ್ಯ ವೃದ್ಧಿ. ಶತ್ರುಗಳ ಮೇಲೆ ಜಯ. ಸಂಗಾತಿಯ ಆರೋಗ್ಯದ ಬಗ್ಗೆ ಗಮನ ಕೊಡಿ. [636,2036,868,2075]
sign-text: ವಾರದಾರಂಭದಲ್ಲಿ ಗುರು ಬಲ ಲಭಿಸಲಿದೆ. ರಾಜಕಾರಣಿ, ಅಧಿಕಾರಿವರ್ಗದವರಿಗೆ ಅನುಕೂಲ. ಸಾಲಬಾಧೆ ನಿವಾರಣೆ. ಮನೆಯಲ್ಲಿ ಶುಭ ಕಾರ್ಯ. ಹೊಸ ವಸ್ತುಗಳ ಖರೀದಿ. [636,1736,868,1775]
lion-icon [175,1865,264,1953]
crossword-title: ಪದಬಂಧ [928,855,973,873]
crossword-box-4: ಉತ್ತರ ಸೂಚನೆ [1075,890,1149,905]
jet-plane-icon [956,613,1243,835]
astrologer-portrait-icon [179,1131,238,1209]
sign-letters: (ದಿ.ದು.ಥ.ಝ.ಞ.ದೆ.ದೊ.ಚ.ಚಿ) [710,2011,818,2021]
panel-number: 4 [1193,1556,1212,1575]
sign-title: ಮೇಷ [275,1255,316,1279]
two-men-talking-icon [940,1575,1173,1741]
panel-number: 5 [934,1840,953,1858]
sign-dhanus [525,1552,877,1701]
crossword-title-bar [918,854,1447,876]
sign-letters: (ಯೆ.ಯೊ.ಭ.ಭಿ.ಭು.ಧ.ಫ.ಢ.ಭೆ) [710,1561,818,1571]
sign-title: ವೃಶ್ಚಿಕ [636,1405,676,1429]
horoscope-left-column [164,1252,516,2144]
sign-text: ಕಚೇರಿ ಕೆಲಸಗಳು ಸುಸೂತ್ರವಾಗಿ ನಡೆಯಲಿವೆ. ಪ್ರೀತಿ–ಪ್ರೇಮಗಳು ಮನಸ್ಸಿಗೆ ಹೊಸ ಚೈತನ್ಯ ತರಲಿದೆ. ವ್ಯವಹಾರದಲ್ಲಿ ಹೊಸ ಪಾಲುದಾರರ ಆಗಮನ. ಕಾರ್ಯದಲ್ಲಿ ಕೈ ಹಾಕುವ ಮುನ್ನ ಹಿರಿಯರ ಸಲಹೆ ಪಡೆಯಿರಿ. [275,2036,506,2075]
sign-text: 'ಸಾಲ ಒಂದಾಗ ಹೋಗುವುದು' ಪರಿಸ್ಥಿತಿಯ ಸುತ್ತ ವಾರ ಪ್ರಯಾಣ ಫಲಪ್ರದ. ದೈನಂದಿನ ಕೆಲಸ ಕಾರ್ಯಗಳಲ್ಲಿ ಅಡಚಣೆ. ಕೋರ್ಟ್ ವ್ಯಾಜ್ಯಗಳಲ್ಲಿ ಜಯ. ವಿದೇಶ ಪ್ರಯಾಣ ಯೋಗ. [636,1436,868,1475]
page-number-badge [162,137,218,165]
vivekananda-portrait-icon [982,1292,1131,1458]
two-faces-closeup-icon [940,1858,1173,2062]
fish-icon [536,2015,625,2103]
sign-text: 'ದಿನವು ಬರ ಕೊಟ್ಟು ಪೂಜಾರಿ ಕೊಡದೆ' ಎಂಬಂತಾಗಲಿದೆ ನಿಮ್ಮ ಸ್ಥಿತಿ. ಕೆಲಸದ ಒತ್ತಡ ಅತಿಯಾಗಲಿದೆ. ಕುಟುಂಬದವರ ಬೆಂಬಲ ಸಿಗಲಿದೆ. ಹಣಕಾಸಿನ ವ್ಯವಹಾರದಲ್ಲಿ ಎಚ್ಚರಿಕೆ ಅಗತ್ಯ. ಆರೋಗ್ಯದ ಕಡೆ ಗಮನ ಕೊಡಿ. [275,1736,506,1775]
page-header [162,137,1449,165]
